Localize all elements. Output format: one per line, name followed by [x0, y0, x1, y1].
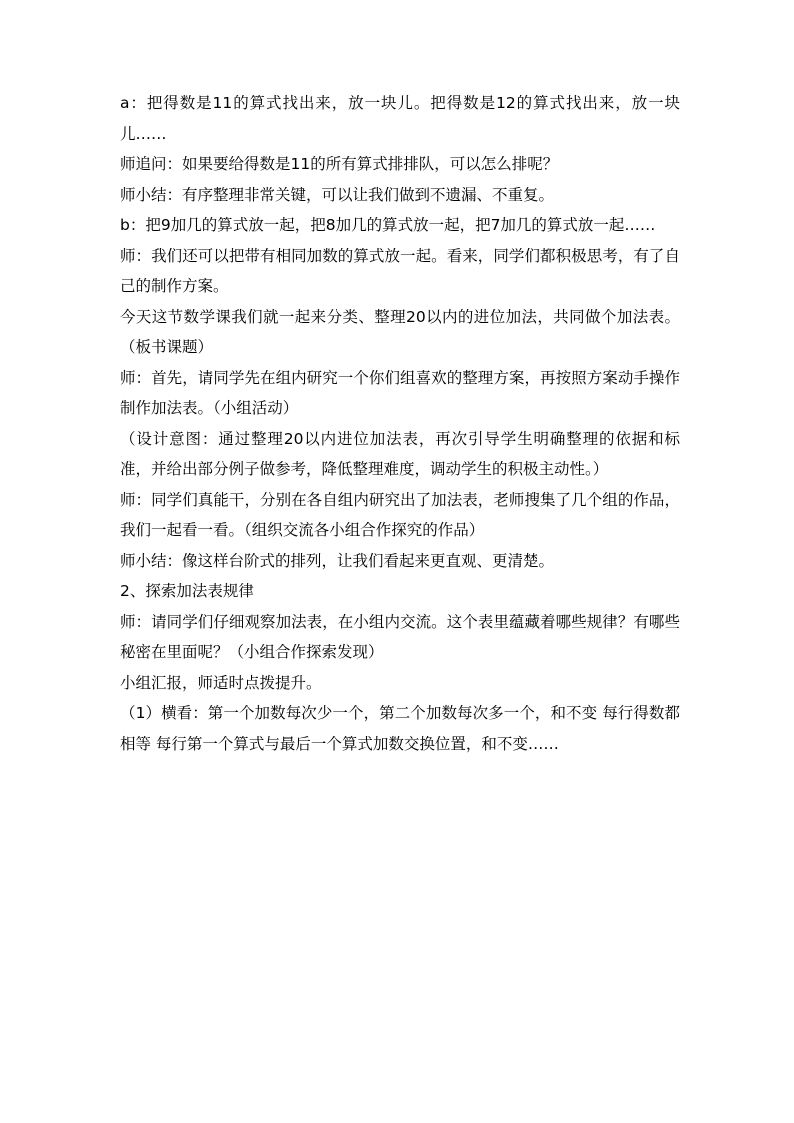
paragraph-12: 师：请同学们仔细观察加法表，在小组内交流。这个表里蕴藏着哪些规律？有哪些秘密在里面呢？（小组合作探索发现）: [120, 612, 680, 661]
document-body: [120, 88, 680, 759]
paragraph-7: 师：首先，请同学先在组内研究一个你们组喜欢的整理方案，再按照方案动手操作制作加法表。（小组活动）: [120, 368, 680, 417]
paragraph-14: （1）横看：第一个加数每次少一个，第二个加数每次多一个，和不变 每行得数都相等 每行第一个算式与最后一个算式加数交换位置，和不变……: [120, 704, 680, 753]
paragraph-8: （设计意图：通过整理20以内进位加法表，再次引导学生明确整理的依据和标准，并给出部分例子做参考，降低整理难度，调动学生的积极主动性。）: [120, 429, 680, 478]
paragraph-6: 今天这节数学课我们就一起来分类、整理20以内的进位加法，共同做个加法表。（板书课题）: [120, 307, 680, 356]
section-heading: 2、探索加法表规律: [120, 582, 254, 600]
paragraph-10: 师小结：像这样台阶式的排列，让我们看起来更直观、更清楚。: [120, 551, 555, 570]
paragraph-5: 师：我们还可以把带有相同加数的算式放一起。看来，同学们都积极思考，有了自己的制作方案。: [120, 246, 680, 295]
paragraph-3: 师小结：有序整理非常关键，可以让我们做到不遗漏、不重复。: [120, 185, 555, 204]
paragraph-2: 师追问：如果要给得数是11的所有算式排排队，可以怎么排呢？: [120, 155, 559, 173]
paragraph-1: a：把得数是11的算式找出来，放一块儿。把得数是12的算式找出来，放一块儿……: [120, 94, 680, 143]
paragraph-4: b：把9加几的算式放一起，把8加几的算式放一起，把7加几的算式放一起……: [120, 216, 656, 234]
paragraph-13: 小组汇报，师适时点拨提升。: [120, 673, 322, 692]
paragraph-9: 师：同学们真能干，分别在各自组内研究出了加法表，老师搜集了几个组的作品，我们一起看一看。（组织交流各小组合作探究的作品）: [120, 490, 680, 539]
